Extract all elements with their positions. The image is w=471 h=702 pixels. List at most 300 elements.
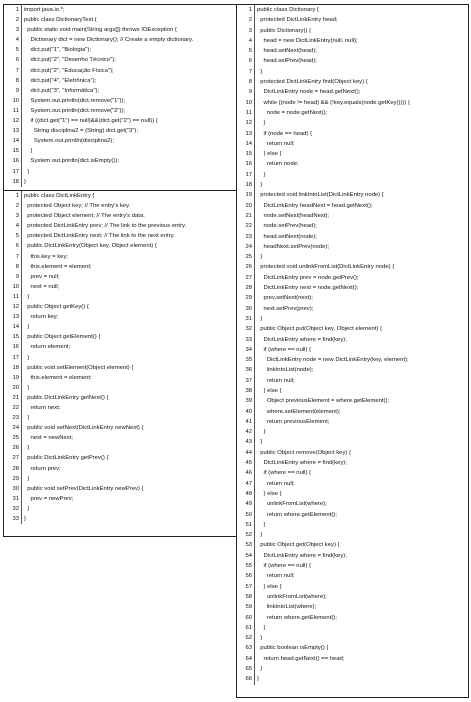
line-number: 1	[237, 5, 255, 15]
code-line	[4, 504, 236, 514]
code-line	[4, 292, 236, 302]
code-line	[237, 571, 468, 581]
line-number: 43	[237, 437, 255, 447]
code-text: }	[257, 532, 263, 539]
code-text: DictLinkEntry where = find(key);	[257, 460, 347, 467]
code-line	[4, 66, 236, 76]
code-text: node.setPrev(head);	[257, 223, 317, 230]
code-text: }	[257, 624, 266, 631]
code-line	[237, 396, 468, 406]
line-number: 2	[4, 15, 22, 25]
code-text: protected DictLinkEntry find(Object key) {	[257, 79, 368, 86]
code-line	[237, 355, 468, 365]
line-number: 15	[4, 332, 22, 342]
code-line	[237, 118, 468, 128]
code-text: head.setNext(head);	[257, 48, 317, 55]
code-text: return element;	[24, 344, 71, 351]
code-text: }	[257, 171, 266, 178]
code-text: DictLinkEntry node = new DictLinkEntry(key, element);	[257, 357, 409, 364]
line-number: 29	[4, 474, 22, 484]
line-number: 2	[237, 15, 255, 25]
line-number: 17	[237, 170, 255, 180]
code-text: unlinkFromList(where);	[257, 501, 327, 508]
line-number: 10	[237, 98, 255, 108]
line-number: 12	[4, 302, 22, 312]
code-line	[4, 45, 236, 55]
code-line	[4, 177, 236, 187]
line-number: 4	[4, 221, 22, 231]
line-number: 14	[4, 322, 22, 332]
line-number: 18	[237, 180, 255, 190]
line-number: 58	[237, 592, 255, 602]
line-number: 8	[4, 76, 22, 86]
line-number: 9	[237, 87, 255, 97]
code-line	[237, 407, 468, 417]
code-line	[237, 458, 468, 468]
code-line	[237, 427, 468, 437]
line-number: 59	[237, 602, 255, 612]
line-number: 1	[4, 5, 22, 15]
line-number: 3	[4, 211, 22, 221]
code-line	[4, 453, 236, 463]
code-text: dict.put("4", "Eletrônica");	[24, 77, 97, 84]
line-number: 30	[4, 484, 22, 494]
code-line	[237, 67, 468, 77]
code-text: protected void linkIntoList(DictLinkEntry node) {	[257, 192, 384, 199]
code-text: while ((node != head) && (!key.equals(node.getKey()))) {	[257, 99, 410, 106]
code-line	[4, 146, 236, 156]
code-text: return prev;	[24, 465, 61, 472]
code-line	[4, 201, 236, 211]
code-text: public class DictionaryTest {	[24, 17, 97, 24]
line-number: 9	[4, 86, 22, 96]
code-line	[4, 241, 236, 251]
code-line	[4, 191, 236, 201]
code-text: public DictLinkEntry getPrev() {	[24, 455, 109, 462]
code-text: protected DictLinkEntry prev; // The link to the previous entry.	[24, 223, 187, 230]
code-line	[237, 468, 468, 478]
line-number: 14	[4, 136, 22, 146]
code-text: node = node.getNext();	[257, 109, 328, 116]
line-number: 55	[237, 561, 255, 571]
code-line	[237, 335, 468, 345]
code-text: } else {	[257, 490, 282, 497]
code-line	[237, 129, 468, 139]
code-text: }	[257, 182, 263, 189]
line-number: 13	[4, 312, 22, 322]
code-text: return where.getElement();	[257, 614, 337, 621]
code-line	[4, 383, 236, 393]
code-line	[4, 35, 236, 45]
code-line	[4, 136, 236, 146]
listing-dictionarytest	[3, 4, 237, 191]
code-text: next = newNext;	[24, 435, 73, 442]
code-line	[4, 55, 236, 65]
code-line	[4, 484, 236, 494]
line-number: 23	[237, 232, 255, 242]
code-line	[237, 283, 468, 293]
code-line	[237, 664, 468, 674]
code-text: }	[24, 354, 30, 361]
code-line	[4, 403, 236, 413]
line-number: 12	[237, 118, 255, 128]
line-number: 47	[237, 479, 255, 489]
code-text: protected void unlinkFromList(DictLinkEntry node) {	[257, 264, 395, 271]
line-number: 60	[237, 613, 255, 623]
code-text: }	[24, 475, 30, 482]
line-number: 33	[237, 335, 255, 345]
code-text: prev = null;	[24, 273, 60, 280]
code-text: }	[257, 68, 263, 75]
code-text: }	[24, 384, 30, 391]
line-number: 9	[4, 272, 22, 282]
code-line	[4, 76, 236, 86]
code-line	[237, 643, 468, 653]
code-line	[237, 26, 468, 36]
line-number: 31	[237, 314, 255, 324]
line-number: 14	[237, 139, 255, 149]
code-line	[4, 342, 236, 352]
code-line	[237, 540, 468, 550]
code-text: where.setElement(element);	[257, 408, 341, 415]
line-number: 20	[4, 383, 22, 393]
line-number: 13	[4, 126, 22, 136]
code-text: if (where == null) {	[257, 470, 312, 477]
code-line	[4, 302, 236, 312]
code-line	[4, 312, 236, 322]
code-text: return null;	[257, 573, 295, 580]
code-line	[237, 273, 468, 283]
code-line	[4, 413, 236, 423]
code-text: return key;	[24, 314, 59, 321]
code-text: public class Dictionary {	[257, 7, 319, 13]
code-line	[237, 262, 468, 272]
code-text: public class DictLinkEntry {	[24, 193, 95, 199]
code-line	[237, 479, 468, 489]
code-line	[4, 156, 236, 166]
code-line	[237, 211, 468, 221]
code-line	[237, 324, 468, 334]
code-text: node.setNext(headNext);	[257, 212, 330, 219]
line-number: 27	[4, 453, 22, 463]
line-number: 3	[237, 26, 255, 36]
code-text: next = null;	[24, 283, 60, 290]
line-number: 44	[237, 448, 255, 458]
line-number: 40	[237, 407, 255, 417]
line-number: 16	[4, 156, 22, 166]
line-number: 15	[4, 146, 22, 156]
code-line	[4, 474, 236, 484]
code-text: linkIntoList(where);	[257, 604, 317, 611]
line-number: 7	[237, 67, 255, 77]
line-number: 6	[237, 56, 255, 66]
code-text: head = new DictLinkEntry(null, null);	[257, 37, 358, 44]
code-line	[4, 353, 236, 363]
line-number: 19	[237, 190, 255, 200]
line-number: 4	[237, 36, 255, 46]
code-line	[237, 345, 468, 355]
code-text: DictLinkEntry prev = node.getPrev();	[257, 274, 359, 281]
line-number: 45	[237, 458, 255, 468]
code-text: System.out.println(dict.remove("1"));	[24, 97, 126, 104]
code-line	[4, 272, 236, 282]
line-number: 8	[4, 262, 22, 272]
code-text: }	[257, 315, 263, 322]
line-number: 64	[237, 654, 255, 664]
code-text: }	[24, 415, 30, 422]
line-number: 7	[4, 66, 22, 76]
line-number: 33	[4, 514, 22, 524]
code-line	[4, 282, 236, 292]
code-text: }	[257, 429, 266, 436]
code-text: dict.put("2", "Educação Física");	[24, 67, 114, 74]
code-line	[4, 373, 236, 383]
line-number: 7	[4, 252, 22, 262]
line-number: 23	[4, 413, 22, 423]
code-line	[237, 252, 468, 262]
code-text: }	[257, 439, 263, 446]
code-line	[4, 126, 236, 136]
code-text: return node;	[257, 161, 299, 168]
code-text: prev = newPrev;	[24, 495, 74, 502]
line-number: 26	[237, 262, 255, 272]
code-line	[4, 514, 236, 524]
code-text: public Object getElement() {	[24, 334, 101, 341]
line-number: 21	[4, 393, 22, 403]
code-text: public DictLinkEntry getNext() {	[24, 394, 109, 401]
line-number: 20	[237, 201, 255, 211]
code-line	[237, 149, 468, 159]
line-number: 31	[4, 494, 22, 504]
code-line	[237, 293, 468, 303]
code-text: dict.put("1", "Biologia");	[24, 47, 91, 54]
code-line	[237, 46, 468, 56]
line-number: 54	[237, 551, 255, 561]
code-line	[237, 499, 468, 509]
code-text: }	[257, 635, 263, 642]
code-line	[4, 464, 236, 474]
code-line	[237, 108, 468, 118]
line-number: 5	[4, 45, 22, 55]
code-line	[4, 322, 236, 332]
code-line	[237, 582, 468, 592]
code-text: dict.put("2", "Desenho Técnico");	[24, 57, 116, 64]
code-text: public Dictionary() {	[257, 27, 312, 34]
code-line	[4, 116, 236, 126]
code-line	[4, 494, 236, 504]
code-line	[4, 231, 236, 241]
code-line	[237, 159, 468, 169]
line-number: 19	[4, 373, 22, 383]
code-text: return null;	[257, 480, 295, 487]
code-line	[237, 98, 468, 108]
code-text: }	[257, 676, 259, 683]
line-number: 42	[237, 427, 255, 437]
code-text: if (node == head) {	[257, 130, 313, 137]
line-number: 28	[4, 464, 22, 474]
line-number: 50	[237, 510, 255, 520]
code-line	[237, 56, 468, 66]
code-text: headNext.setPrev(node);	[257, 243, 330, 250]
code-text: }	[257, 666, 263, 672]
code-text: System.out.println(dict.isEmpty());	[24, 158, 119, 165]
code-text: }	[24, 148, 33, 155]
code-line	[237, 520, 468, 530]
code-text: dict.put("3", "Informática");	[24, 87, 100, 94]
line-number: 41	[237, 417, 255, 427]
code-text: String disciplina2 = (String) dict.get("3");	[24, 128, 139, 135]
line-number: 30	[237, 304, 255, 314]
line-number: 57	[237, 582, 255, 592]
code-line	[237, 592, 468, 602]
code-line	[237, 232, 468, 242]
code-text: public void setElement(Object element) {	[24, 364, 134, 371]
code-line	[237, 551, 468, 561]
code-text: this.element = element;	[24, 374, 92, 381]
line-number: 29	[237, 293, 255, 303]
code-text: }	[24, 505, 30, 512]
code-line	[4, 262, 236, 272]
code-text: System.out.println(disciplina2);	[24, 138, 115, 145]
line-number: 4	[4, 35, 22, 45]
code-line	[237, 201, 468, 211]
line-number: 17	[4, 353, 22, 363]
code-line	[4, 393, 236, 403]
code-line	[237, 180, 468, 190]
line-number: 37	[237, 376, 255, 386]
line-number: 18	[4, 363, 22, 373]
line-number: 51	[237, 520, 255, 530]
line-number: 61	[237, 623, 255, 633]
code-line	[237, 221, 468, 231]
code-line	[4, 211, 236, 221]
line-number: 26	[4, 443, 22, 453]
code-text: System.out.println(dict.remove("2"));	[24, 107, 126, 114]
line-number: 28	[237, 283, 255, 293]
line-number: 25	[4, 433, 22, 443]
line-number: 25	[237, 252, 255, 262]
code-text: protected DictLinkEntry next; // The link to the next entry.	[24, 233, 175, 240]
code-line	[237, 613, 468, 623]
code-text: unlinkFromList(where);	[257, 593, 327, 600]
code-text: DictLinkEntry where = find(key);	[257, 336, 347, 343]
code-text: }	[257, 254, 263, 261]
code-text: } else {	[257, 583, 282, 590]
code-text: }	[257, 521, 266, 528]
code-text: return where.getElement();	[257, 511, 337, 518]
line-number: 53	[237, 540, 255, 550]
code-line	[4, 363, 236, 373]
line-number: 35	[237, 355, 255, 365]
code-line	[4, 15, 236, 25]
line-number: 12	[4, 116, 22, 126]
line-number: 27	[237, 273, 255, 283]
code-text: protected Object element; // The entry's data.	[24, 213, 145, 220]
code-text: public Object remove(Object key) {	[257, 449, 351, 456]
line-number: 8	[237, 77, 255, 87]
listing-dictlinkentry	[3, 190, 237, 537]
line-number: 32	[4, 504, 22, 514]
code-text: head.setNext(node);	[257, 233, 317, 240]
code-line	[237, 674, 468, 684]
line-number: 6	[4, 241, 22, 251]
code-line	[237, 139, 468, 149]
code-line	[4, 252, 236, 262]
code-text: return null;	[257, 377, 295, 384]
line-number: 10	[4, 282, 22, 292]
code-text: DictLinkEntry node = head.getNext();	[257, 89, 361, 96]
line-number: 52	[237, 530, 255, 540]
code-line	[237, 602, 468, 612]
code-line	[237, 36, 468, 46]
code-text: } else {	[257, 387, 282, 394]
code-text: linkIntoList(node);	[257, 367, 314, 374]
line-number: 1	[4, 191, 22, 201]
code-line	[4, 86, 236, 96]
line-number: 21	[237, 211, 255, 221]
code-text: protected Object key; // The entry's key.	[24, 203, 131, 210]
code-line	[237, 15, 468, 25]
code-line	[4, 106, 236, 116]
line-number: 18	[4, 177, 22, 187]
line-number: 24	[4, 423, 22, 433]
line-number: 10	[4, 96, 22, 106]
line-number: 34	[237, 345, 255, 355]
code-text: protected DictLinkEntry head;	[257, 17, 338, 24]
code-text: if (where == null) {	[257, 563, 312, 570]
line-number: 17	[4, 167, 22, 177]
code-text: next.setPrev(prev);	[257, 305, 314, 312]
line-number: 39	[237, 396, 255, 406]
line-number: 22	[4, 403, 22, 413]
line-number: 65	[237, 664, 255, 674]
code-text: }	[24, 178, 26, 185]
line-number: 6	[4, 55, 22, 65]
line-number: 62	[237, 633, 255, 643]
line-number: 32	[237, 324, 255, 334]
code-text: this.element = element;	[24, 263, 92, 270]
code-line	[237, 5, 468, 15]
listing-dictionary	[236, 4, 469, 698]
code-text: if ((dict.get("1") == null)&&(dict.get("2") == null)) {	[24, 118, 158, 125]
code-line	[4, 332, 236, 342]
line-number: 11	[4, 106, 22, 116]
code-line	[237, 77, 468, 87]
code-line	[237, 437, 468, 447]
code-text: return next;	[24, 404, 61, 411]
code-text: }	[257, 120, 266, 127]
code-line	[237, 633, 468, 643]
line-number: 5	[4, 231, 22, 241]
code-text: return previousElement;	[257, 418, 330, 425]
line-number: 22	[237, 221, 255, 231]
code-text: return head.getNext() == head;	[257, 655, 345, 662]
code-text: import java.io.*;	[24, 7, 65, 13]
line-number: 56	[237, 571, 255, 581]
code-line	[4, 221, 236, 231]
code-line	[237, 530, 468, 540]
code-line	[237, 510, 468, 520]
code-line	[237, 365, 468, 375]
code-text: Dictionary dict = new Dictionary(); // Create a empty dictionary.	[24, 37, 194, 44]
code-text: DictLinkEntry where = find(key);	[257, 552, 347, 559]
code-text: this.key = key;	[24, 253, 69, 260]
line-number: 13	[237, 129, 255, 139]
code-line	[4, 433, 236, 443]
code-line	[237, 448, 468, 458]
code-text: return null;	[257, 140, 295, 147]
code-text: Object previousElement = where.getElement();	[257, 398, 390, 405]
